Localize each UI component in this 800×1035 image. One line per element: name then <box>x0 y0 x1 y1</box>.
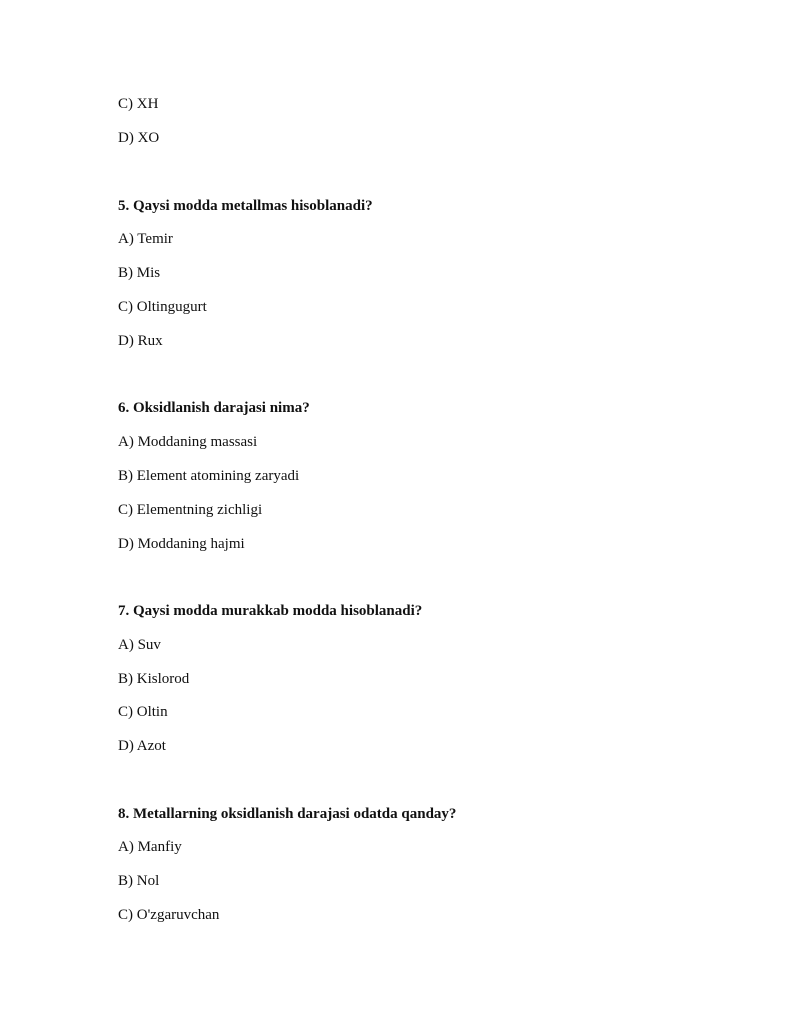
question-8-title: 8. Metallarning oksidlanish darajasi odatda qanday? <box>118 806 457 822</box>
question-6-title: 6. Oksidlanish darajasi nima? <box>118 400 310 416</box>
question-6-option-a: A) Moddaning massasi <box>118 434 258 450</box>
question-7-option-b: B) Kislorod <box>118 671 190 687</box>
question-6-option-d: D) Moddaning hajmi <box>118 536 245 552</box>
question-7-option-a: A) Suv <box>118 637 161 653</box>
question-7-option-c: C) Oltin <box>118 704 168 720</box>
question-5-title: 5. Qaysi modda metallmas hisoblanadi? <box>118 198 373 214</box>
question-8-option-b: B) Nol <box>118 873 160 889</box>
question-8-option-c: C) O'zgaruvchan <box>118 907 220 923</box>
question-7-option-d: D) Azot <box>118 738 166 754</box>
question-5-option-b: B) Mis <box>118 265 161 281</box>
question-5-option-d: D) Rux <box>118 333 163 349</box>
question-6-option-c: C) Elementning zichligi <box>118 502 263 518</box>
question-8-option-a: A) Manfiy <box>118 839 182 855</box>
option-d-xo: D) XO <box>118 130 160 146</box>
question-6-option-b: B) Element atomining zaryadi <box>118 468 300 484</box>
question-7-title: 7. Qaysi modda murakkab modda hisoblanadi? <box>118 603 423 619</box>
option-c-xh: C) XH <box>118 96 159 112</box>
question-5-option-a: A) Temir <box>118 231 173 247</box>
question-5-option-c: C) Oltingugurt <box>118 299 207 315</box>
